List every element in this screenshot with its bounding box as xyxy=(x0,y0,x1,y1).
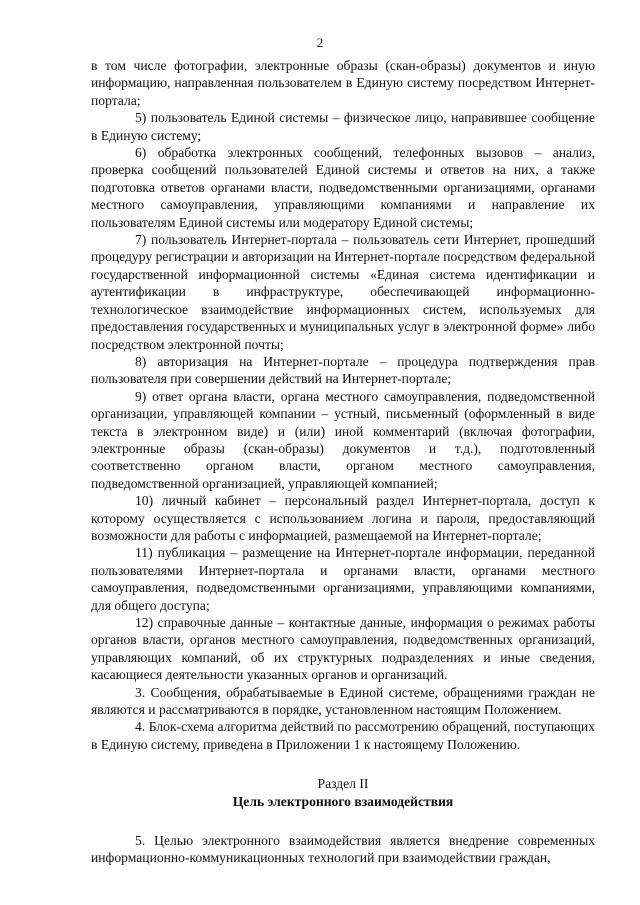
clause-4: 4. Блок-схема алгоритма действий по рассмотрению обращений, поступающих в Единую систему, приведена в Приложении 1 к настоящему Положению. xyxy=(91,719,595,752)
clause-5: 5. Целью электронного взаимодействия является внедрение современных информационно-коммуникационных технологий при взаимодействии граждан, xyxy=(91,833,595,866)
section-title: Цель электронного взаимодействия xyxy=(232,793,454,809)
definition-item-5: 5) пользователь Единой системы – физическое лицо, направившее сообщение в Единую систему; xyxy=(91,110,595,143)
definition-item-7: 7) пользователь Интернет-портала – пользователь сети Интернет, прошедший процедуру регистрации и авторизации на Интернет-портале посредством федеральной государственной информационной системы «Единая система идентификации и аутентификации в инфраструктуре, обеспечивающей информационно-технологическое взаимодействие информационных систем, используемых для предоставления государственных и муниципальных услуг в электронной форме» либо посредством электронной почты; xyxy=(91,232,595,352)
definition-item-8: 8) авторизация на Интернет-портале – процедура подтверждения прав пользователя при совершении действий на Интернет-портале; xyxy=(91,353,595,387)
definition-item-9: 9) ответ органа власти, органа местного самоуправления, подведомственной организации, управляющей компании – устный, письменный (оформленный в виде текста в электронном виде) и (или) иной комментарий (включая фотографии, электронные образы (скан-образы) документов и т.д.), подготовленный соответственно органом власти, органом местного самоуправления, подведомственной организацией, управляющей компанией; xyxy=(91,388,595,491)
section-spacer xyxy=(91,810,595,832)
page-number: 2 xyxy=(316,35,324,50)
section-heading xyxy=(91,775,595,810)
definition-item-12: 12) справочные данные – контактные данные, информация о режимах работы органов власти, органов местного самоуправления, подведомственных организаций, управляющих компаний, об их структурных подразделениях и иные сведения, касающиеся деятельности указанных органов и организаций. xyxy=(91,615,595,683)
clause-3: 3. Сообщения, обрабатываемые в Единой системе, обращениями граждан не являются и рассматриваются в порядке, установленном настоящим Положением. xyxy=(91,684,595,718)
document-body xyxy=(91,57,595,867)
definition-item-11: 11) публикация – размещение на Интернет-портале информации, переданной пользователями Интернет-портала и органами власти, органами местного самоуправления, подведомственными организациями, управляющими компаниями, для общего доступа; xyxy=(91,545,595,613)
definition-item-6: 6) обработка электронных сообщений, телефонных вызовов – анализ, проверка сообщений пользователей Единой системы и ответов на них, а также подготовка ответов органами власти, подведомственными организациями, органами местного самоуправления, управляющими компаниями и направление их пользователям Единой системы или модератору Единой системы; xyxy=(91,145,595,230)
definition-item-10: 10) личный кабинет – персональный раздел Интернет-портала, доступ к которому осуществляется с использованием логина и пароля, предоставляющий возможности для работы с информацией, размещаемой на Интернет-портале; xyxy=(91,493,595,543)
paragraph-continuation: в том числе фотографии, электронные образы (скан-образы) документов и иную информацию, направленная пользователем в Единую систему посредством Интернет-портала; xyxy=(91,58,595,108)
section-number: Раздел II xyxy=(317,776,369,792)
